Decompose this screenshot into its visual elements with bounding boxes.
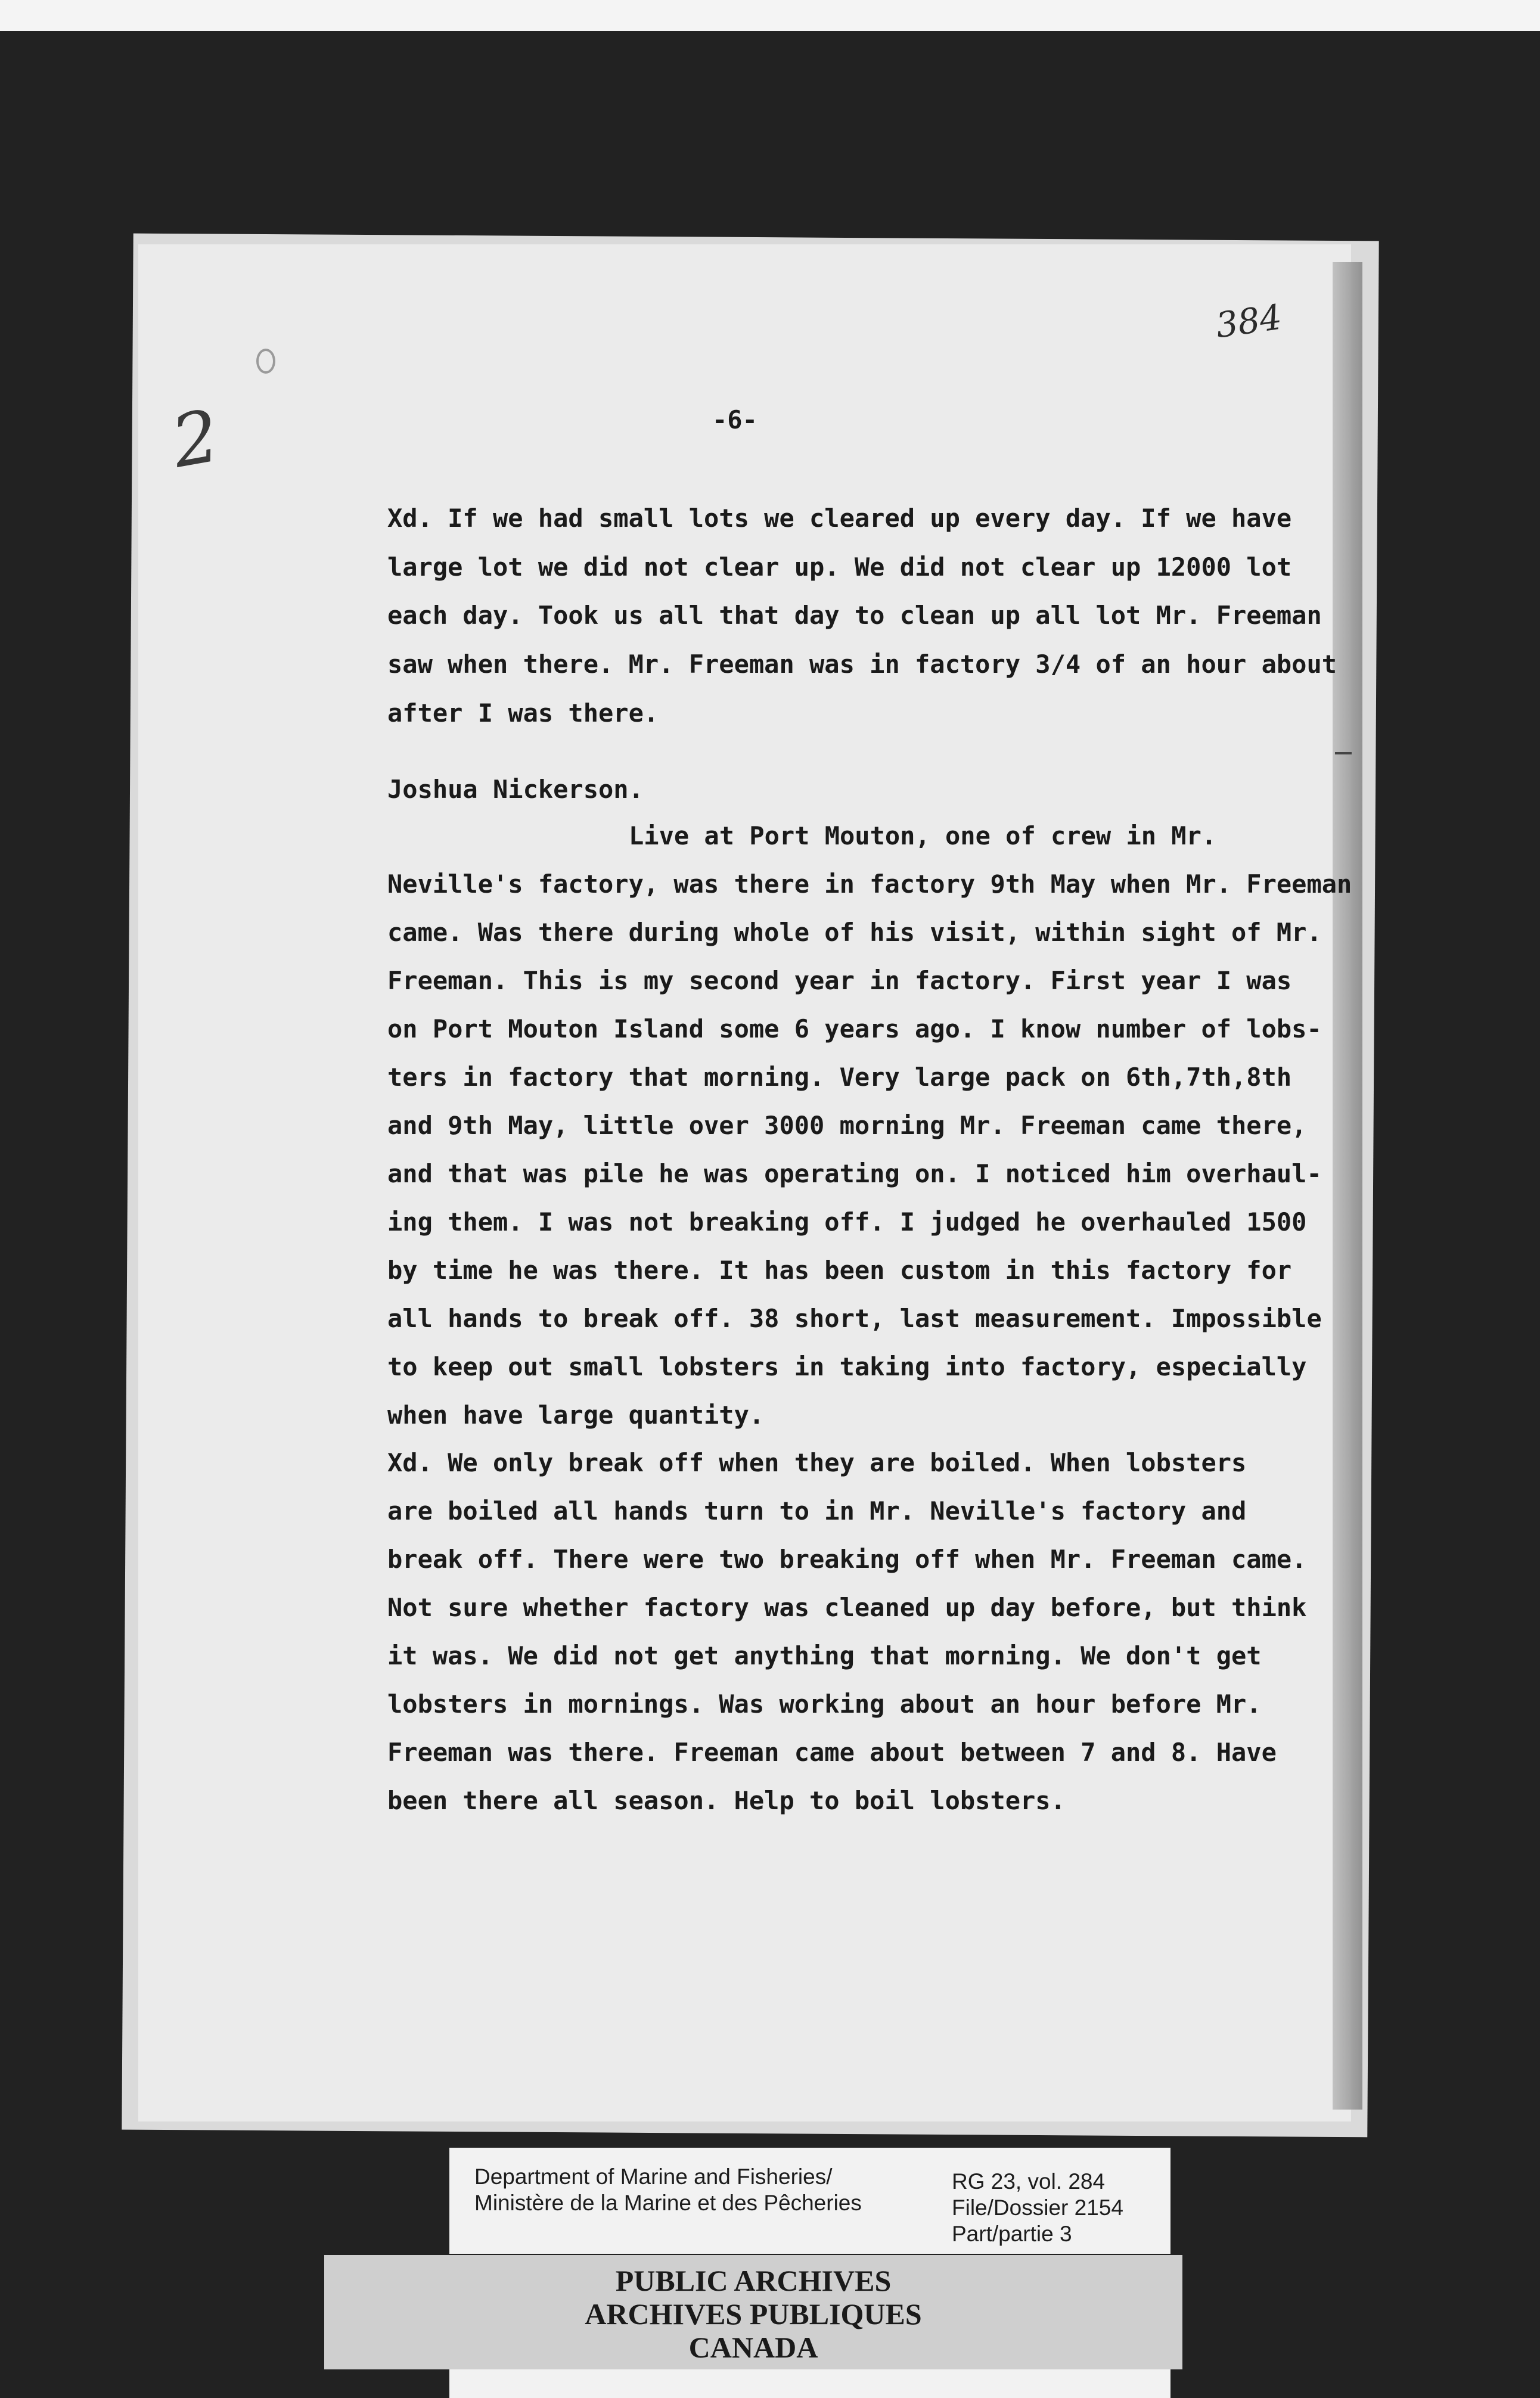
text-line: when have large quantity. (387, 1400, 765, 1430)
text-line: and 9th May, little over 3000 morning Mr. Freeman came there, (387, 1111, 1307, 1140)
text-line: Xd. If we had small lots we cleared up every day. If we have (387, 504, 1292, 533)
text-line: Freeman. This is my second year in factory. First year I was (387, 966, 1292, 995)
text-line: all hands to break off. 38 short, last measurement. Impossible (387, 1304, 1322, 1333)
text-line: large lot we did not clear up. We did not clear up 12000 lot (387, 552, 1292, 582)
punch-hole-mark (256, 349, 275, 374)
text-line: ters in factory that morning. Very large pack on 6th,7th,8th (387, 1063, 1292, 1092)
text-line: it was. We did not get anything that morning. We don't get (387, 1641, 1262, 1670)
text-line: on Port Mouton Island some 6 years ago. I know number of lobs- (387, 1014, 1322, 1043)
text-line: each day. Took us all that day to clean up all lot Mr. Freeman (387, 601, 1322, 630)
margin-tick (1335, 752, 1352, 754)
text-line: and that was pile he was operating on. I noticed him overhaul- (387, 1159, 1322, 1188)
witness-name: Joshua Nickerson. (387, 775, 644, 804)
stamp-line-1: PUBLIC ARCHIVES (615, 2264, 892, 2297)
label-lower-strip (449, 2369, 1170, 2398)
text-line: are boiled all hands turn to in Mr. Neville's factory and (387, 1496, 1247, 1526)
page-number: -6- (712, 405, 757, 434)
film-edge (0, 0, 1540, 31)
text-line: break off. There were two breaking off when Mr. Freeman came. (387, 1545, 1307, 1574)
text-line: lobsters in mornings. Was working about an hour before Mr. (387, 1689, 1262, 1719)
department-en: Department of Marine and Fisheries/ (474, 2164, 833, 2189)
archives-stamp (324, 2255, 1182, 2369)
text-line: Neville's factory, was there in factory 9th May when Mr. Freeman (387, 869, 1352, 899)
page-edge-shadow (1333, 262, 1362, 2110)
text-line: by time he was there. It has been custom in this factory for (387, 1256, 1292, 1285)
text-line: Not sure whether factory was cleaned up day before, but think (387, 1593, 1307, 1622)
text-line: to keep out small lobsters in taking into factory, especially (387, 1352, 1307, 1381)
text-line: came. Was there during whole of his visit, within sight of Mr. (387, 918, 1322, 947)
text-line: ing them. I was not breaking off. I judged he overhauled 1500 (387, 1207, 1307, 1237)
handwritten-margin-mark: 2 (166, 395, 225, 484)
part-reference: Part/partie 3 (952, 2222, 1072, 2246)
text-line: Xd. We only break off when they are boiled. When lobsters (387, 1448, 1247, 1477)
text-line: been there all season. Help to boil lobsters. (387, 1786, 1066, 1815)
archive-label (449, 2148, 1170, 2254)
file-reference: File/Dossier 2154 (952, 2195, 1123, 2220)
text-line: Freeman was there. Freeman came about between 7 and 8. Have (387, 1738, 1277, 1767)
stamp-line-3: CANADA (688, 2331, 818, 2364)
handwritten-page-number: 384 (1213, 296, 1284, 346)
department-fr: Ministère de la Marine et des Pêcheries (474, 2191, 862, 2215)
rg-reference: RG 23, vol. 284 (952, 2169, 1106, 2194)
text-line: saw when there. Mr. Freeman was in factory 3/4 of an hour about (387, 650, 1337, 679)
text-line: after I was there. (387, 698, 659, 728)
stamp-line-2: ARCHIVES PUBLIQUES (585, 2297, 922, 2331)
text-line: Live at Port Mouton, one of crew in Mr. (629, 821, 1217, 850)
